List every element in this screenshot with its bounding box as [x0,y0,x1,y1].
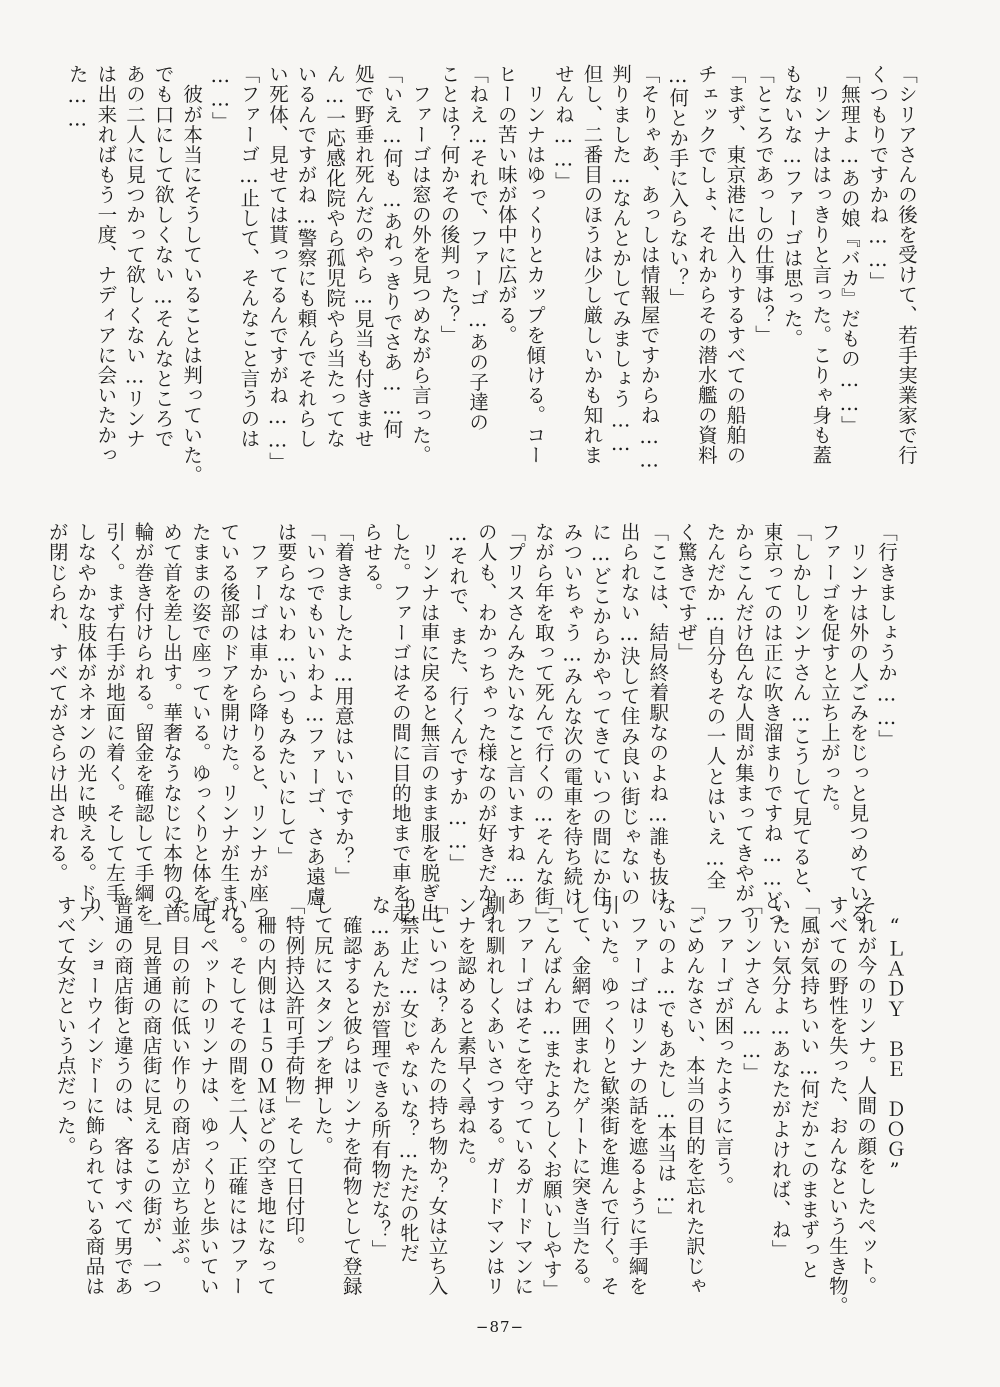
text-block-bottom: “ＬＡＤＹ ＢＥ ＤＯＧ” それが今のリンナ。人間の顔をしたペット。 すべての野性を失った、おんなという生き物。 「風が気持ちいい…何だかこのままずっと いたい気分よ…あなたがよければ、ね」 「リンナさん……」 ファーゴが困ったように言う。 「ごめんなさい、本当の目的を忘れた訳じゃ ないのよ…でもあたし…本当は…」 ファーゴはリンナの話を遮るように手綱を 引いた。ゆっくりと歓楽街を進んで行く。そ して、金網で囲まれたゲートに突き当たる。 「こんばんわ…またよろしくお願いしやす」 ファーゴはそこを守っているガードマンに 馴れ馴れしくあいさつする。ガードマンはリ ンナを認めると素早く尋ねた。 「こいつは？あんたの持ち物か？女は立ち入 り禁止だ…女じゃないな？…ただの牝だ な…あんたが管理できる所有物だな？」 確認すると彼らはリンナを荷物として登録 して尻にスタンプを押した。 「特例持込許可手荷物」そして日付印。 柵の内側は１５０Ｍほどの空き地になって いる。そしてその間を二人、正確にはファー ゴとペットのリンナは、ゆっくりと歩いてい た。目の前に低い作りの商店が立ち並ぶ。 一見普通の商店街に見えるこの街が、一つ 普通の商店街と違うのは、客はすべて男であ り、ショーウインドーに飾られている商品は すべて女だという点だった。 [53,895,906,1317]
text-block-top: 「シリアさんの後を受けて、若手実業家で行 くつもりですかね……」 「無理よ…あの娘『バカ』だもの……」 リンナははっきりと言った。こりゃ身も蓋 もないな…ファーゴは思った。 「ところであっしの仕事は？」 「まず、東京港に出入りするすべての船舶の チェックでしょ、それからその潜水艦の資料 …何とか手に入らない？」 「そりゃあ、あっしは情報屋ですからね…… 判りました…なんとかしてみましょう…… 但し、二番目のほうは少し厳しいかも知れま せんね……」 リンナはゆっくりとカップを傾ける。コー ヒーの苦い味が体中に広がる。 「ねえ…それで、ファーゴ…あの子達の ことは？何かその後判った？」 ファーゴは窓の外を見つめながら言った。 「いえ…何も…あれっきりでさあ……何 処で野垂れ死んだのやら…見当も付きませ ん…一応感化院やら孤児院やら当たってな いるんですがね…警察にも頼んでそれらし い死体、見せては貰ってるんですがね……」 「ファーゴ…止して、そんなこと言うのは ……」 彼が本当にそうしていることは判っていた。 でも口にして欲しくない…そんなところで あの二人に見つかって欲しくない…リンナ は出来ればもう一度、ナディアに会いたかっ た…… [65,64,918,486]
text-block-middle: 「行きましょうか……」 リンナは外の人ごみをじっと見つめている ファーゴを促すと立ち上がった。 「しかしリンナさん…こうして見てると、 東京ってのは正に吹き溜まりですね……どっ からこんだけ色んな人間が集まってきやがっ たんだか…自分もその一人とはいえ…全 く驚きですぜ」 「ここは、結局終着駅なのよね…誰も抜け 出られない…決して住み良い街じゃないの に…どこからかやってきていつの間にか住 みついちゃう…みんな次の電車を待ち続け ながら年を取って死んで行くの…そんな街」 「プリスさんみたいなこと言いますね…あ の人も、わかっちゃった様なのが好きだから …それで、また、行くんですか……」 リンナは車に戻ると無言のまま服を脱ぎ出 した。ファーゴはその間に目的地まで車を走 らせる。 「着きましたよ…用意はいいですか？」 「いつでもいいわよ…ファーゴ、さあ遠慮 は要らないわ…いつもみたいにして」 ファーゴは車から降りると、リンナが座っ ている後部のドアを開けた。リンナが生まれ たままの姿で座っている。ゆっくりと体を屈 めて首を差し出す。華奢なうなじに本物の首 輪が巻き付けられる。留金を確認して手綱を 引く。まず右手が地面に着く。そして左手。 しなやかな肢体がネオンの光に映える。ドア が閉じられ、すべてがさらけ出される。 [45,522,898,930]
page-number: −87− [475,1318,525,1336]
